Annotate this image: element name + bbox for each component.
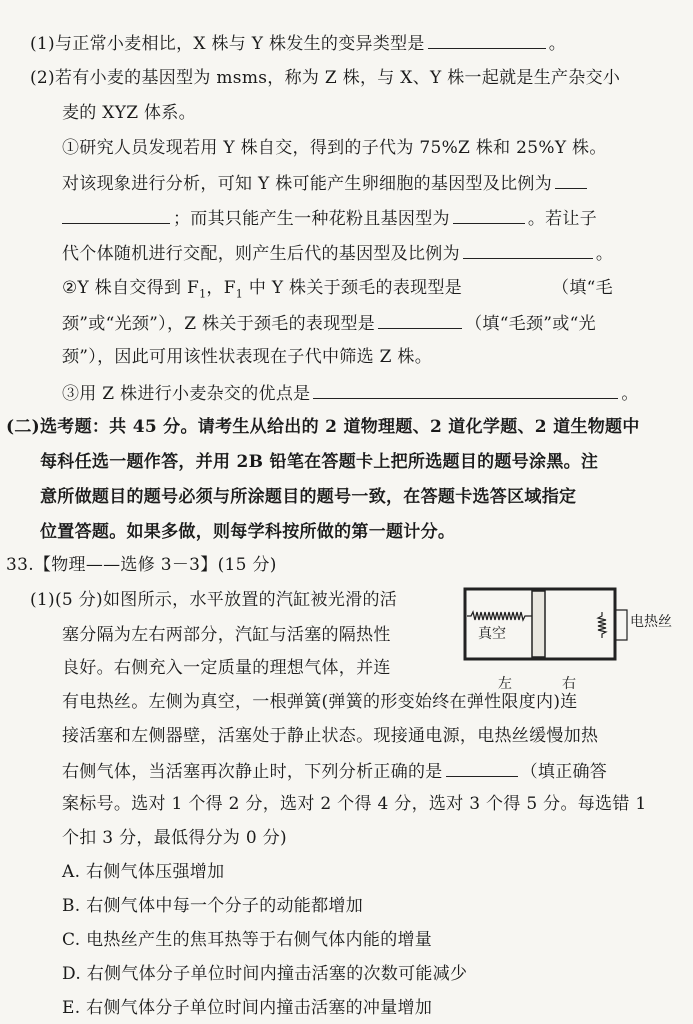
q33-option-a[interactable]	[62, 860, 224, 884]
answer-blank[interactable]	[465, 275, 549, 293]
heater-coil	[598, 612, 606, 638]
q33-title	[6, 553, 277, 577]
answer-blank[interactable]	[453, 205, 525, 224]
subscript: 1	[199, 287, 207, 301]
answer-blank[interactable]	[313, 380, 618, 399]
piston	[532, 591, 545, 657]
period: 。	[621, 384, 639, 404]
answer-blank[interactable]	[428, 30, 546, 49]
period: 。	[548, 34, 567, 54]
q33-p6	[62, 758, 607, 784]
q33-title-text: 33.【物理——选修 3－3】(15 分)	[6, 555, 277, 575]
section2-text: 位置答题。如果多做，则每学科按所做的第一题计分。	[40, 522, 456, 542]
q-sub2-text: 颈”），因此可用该性状表现在子代中筛选 Z 株。	[62, 347, 433, 367]
q-sub1-text: 对该现象进行分析，可知 Y 株可能产生卵细胞的基因型及比例为	[62, 174, 553, 194]
answer-blank[interactable]	[446, 758, 518, 777]
q33-text: （填正确答	[520, 762, 608, 782]
answer-blank[interactable]	[62, 205, 170, 224]
q-sub2-text: 中 Y 株关于颈毛的表现型是	[243, 278, 463, 298]
left-label: 左	[498, 676, 512, 692]
cylinder-figure	[462, 586, 672, 696]
q33-p2	[62, 623, 391, 647]
section2-text: 每科任选一题作答，并用 2B 铅笔在答题卡上把所选题目的题号涂黑。注	[40, 452, 599, 472]
q-sub2-line2	[62, 310, 596, 336]
section2-line4	[40, 520, 455, 544]
q-sub1-text: ；而其只能产生一种花粉且基因型为	[173, 209, 450, 229]
q-sub2-text: 颈”或“光颈”），Z 株关于颈毛的表现型是	[62, 314, 376, 334]
answer-blank[interactable]	[555, 170, 587, 189]
heater-wire	[615, 610, 627, 640]
q33-text: 有电热丝。左侧为真空，一根弹簧(弹簧的形变始终在弹性限度内)连	[62, 692, 578, 712]
q-sub1-text: 代个体随机进行交配，则产生后代的基因型及比例为	[62, 244, 460, 264]
q33-p8	[62, 826, 287, 850]
subscript: 1	[235, 287, 244, 301]
q-sub3-text: ③用 Z 株进行小麦杂交的优点是	[62, 384, 311, 404]
q33-text: 塞分隔为左右两部分，汽缸与活塞的隔热性	[62, 625, 391, 645]
q33-text: (1)(5 分)如图所示，水平放置的汽缸被光滑的活	[30, 590, 398, 610]
heater-label: 电热丝	[630, 614, 672, 630]
section2-line2	[40, 450, 598, 474]
q33-p5	[62, 724, 598, 748]
q33-text: 良好。右侧充入一定质量的理想气体，并连	[62, 658, 391, 678]
q-sub3-line	[62, 380, 639, 406]
section2-line3	[40, 485, 576, 509]
q-sub1-text: ①研究人员发现若用 Y 株自交，得到的子代为 75%Z 株和 25%Y 株。	[62, 138, 607, 158]
q-sub2-text: （填“毛	[552, 278, 613, 298]
q-sub2-text: （填“毛颈”或“光	[465, 314, 596, 334]
section2-text: (二)选考题：共 45 分。请考生从给出的 2 道物理题、2 道化学题、2 道生物题中	[6, 417, 640, 437]
q-part2-line2	[62, 101, 196, 125]
q-sub1-line1	[62, 136, 607, 160]
q-sub2-line1	[62, 275, 613, 306]
answer-blank[interactable]	[463, 240, 593, 259]
q33-text: 接活塞和左侧器壁，活塞处于静止状态。现接通电源，电热丝缓慢加热	[62, 726, 599, 746]
option-text: A. 右侧气体压强增加	[62, 862, 225, 882]
section2-text: 意所做题目的题号必须与所涂题目的题号一致，在答题卡选答区域指定	[40, 487, 577, 507]
option-text: D. 右侧气体分子单位时间内撞击活塞的次数可能减少	[62, 964, 468, 984]
q33-p3	[62, 656, 391, 680]
q-part2-line1	[30, 66, 620, 90]
answer-blank[interactable]	[378, 310, 462, 329]
q33-option-b[interactable]	[62, 894, 363, 918]
section2-line1	[6, 415, 640, 439]
q-sub1-line2	[62, 170, 590, 196]
q-sub1-text: 。若让子	[527, 209, 598, 229]
q33-option-d[interactable]	[62, 962, 467, 986]
option-text: B. 右侧气体中每一个分子的动能都增加	[62, 896, 363, 916]
q-sub2-text: ，F	[206, 278, 236, 298]
q-part1-text: (1)与正常小麦相比，X 株与 Y 株发生的变异类型是	[30, 34, 425, 54]
spring	[467, 612, 532, 620]
vacuum-label: 真空	[478, 626, 506, 642]
q33-p7	[62, 792, 646, 816]
q-part1-line	[30, 30, 566, 56]
q-sub1-line4	[62, 240, 613, 266]
option-text: C. 电热丝产生的焦耳热等于右侧气体内能的增量	[62, 930, 433, 950]
q33-text: 右侧气体，当活塞再次静止时，下列分析正确的是	[62, 762, 443, 782]
q33-p1	[30, 588, 397, 612]
right-label: 右	[562, 676, 576, 692]
q33-text: 个扣 3 分，最低得分为 0 分)	[62, 828, 287, 848]
option-text: E. 右侧气体分子单位时间内撞击活塞的冲量增加	[62, 998, 433, 1018]
q-sub2-line3	[62, 345, 432, 369]
q-sub1-line3	[62, 205, 597, 231]
q-sub2-text: ②Y 株自交得到 F	[62, 278, 200, 298]
q-part2-text: (2)若有小麦的基因型为 msms，称为 Z 株，与 X、Y 株一起就是生产杂交小	[30, 68, 621, 88]
period: 。	[595, 244, 614, 264]
q-part2-text: 麦的 XYZ 体系。	[62, 103, 196, 123]
q33-option-c[interactable]	[62, 928, 432, 952]
q33-option-e[interactable]	[62, 996, 432, 1020]
q33-text: 案标号。选对 1 个得 2 分，选对 2 个得 4 分，选对 3 个得 5 分。每选错 1	[62, 794, 647, 814]
